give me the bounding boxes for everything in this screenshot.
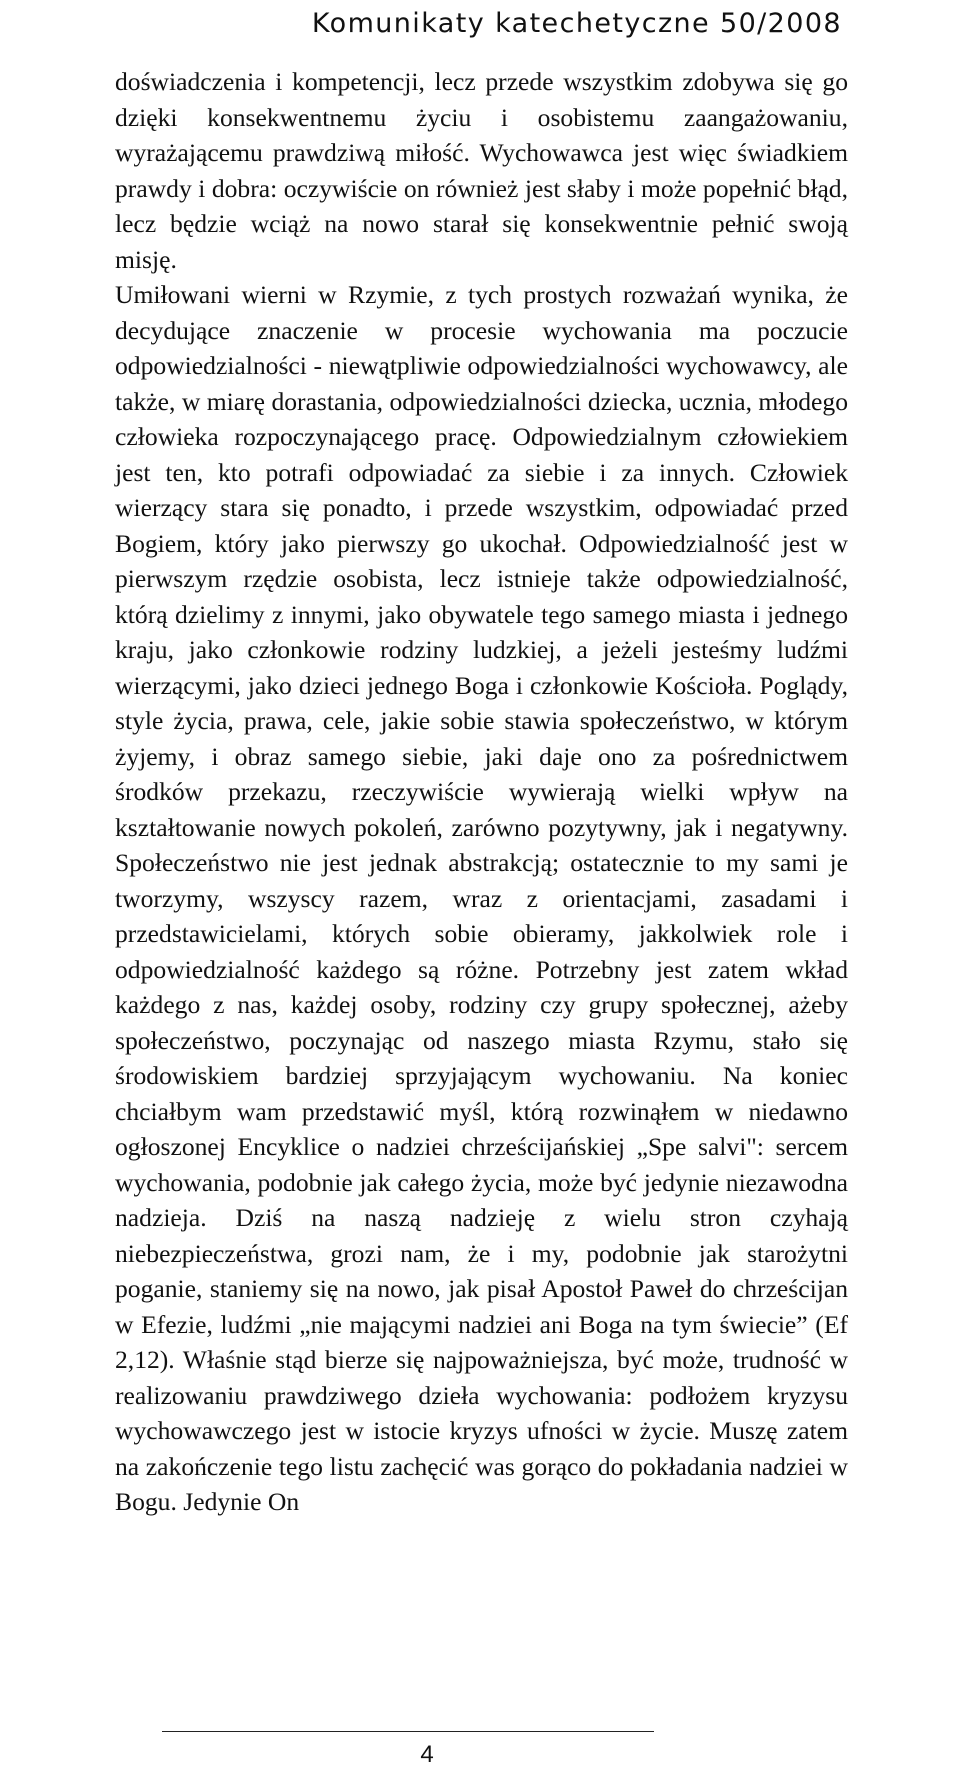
body-text [115, 64, 848, 1520]
footnote-rule [162, 1731, 654, 1732]
paragraph-continuation: doświadczenia i kompetencji, lecz przede wszystkim zdobywa się go dzięki konsekwentnemu życiu i osobistemu zaangażowaniu, wyrażającemu prawdziwą miłość. Wychowawca jest więc świadkiem prawdy i dobra: oczywiście on również jest słaby i może popełnić błąd, lecz będzie wciąż na nowo starał się konsekwentnie pełnić swoją misję. [115, 67, 848, 274]
running-header: Komunikaty katechetyczne 50/2008 [311, 8, 842, 39]
paragraph-main: Umiłowani wierni w Rzymie, z tych prostych rozważań wynika, że decydujące znaczenie w procesie wychowania ma poczucie odpowiedzialności - niewątpliwie odpowiedzialności wychowawcy, ale także, w miarę dorastania, odpowiedzialności dziecka, ucznia, młodego człowieka rozpoczynającego pracę. Odpowiedzialnym człowiekiem jest ten, kto potrafi odpowiadać za siebie i za innych. Człowiek wierzący stara się ponadto, i przede wszystkim, odpowiadać przed Bogiem, który jako pierwszy go ukochał. Odpowiedzialność jest w pierwszym rzędzie osobista, lecz istnieje także odpowiedzialność, którą dzielimy z innymi, jako obywatele tego samego miasta i jednego kraju, jako członkowie rodziny ludzkiej, a jeżeli jesteśmy ludźmi wierzącymi, jako dzieci jednego Boga i członkowie Kościoła. Poglądy, style życia, prawa, cele, jakie sobie stawia społeczeństwo, w którym żyjemy, i obraz samego siebie, jaki daje ono za pośrednictwem środków przekazu, rzeczywiście wywierają wielki wpływ na kształtowanie nowych pokoleń, zarówno pozytywny, jak i negatywny. Społeczeństwo nie jest jednak abstrakcją; ostatecznie to my sami je tworzymy, wszyscy razem, wraz z orientacjami, zasadami i przedstawicielami, których sobie obieramy, jakkolwiek role i odpowiedzialność każdego są różne. Potrzebny jest zatem wkład każdego z nas, każdej osoby, rodziny czy grupy społecznej, ażeby społeczeństwo, poczynając od naszego miasta Rzymu, stało się środowiskiem bardziej sprzyjającym wychowaniu. Na koniec chciałbym wam przedstawić myśl, którą rozwinąłem w niedawno ogłoszonej Encyklice o nadziei chrześcijańskiej „Spe salvi": sercem wychowania, podobnie jak całego życia, może być jedynie niezawodna nadzieja. Dziś na naszą nadzieję z wielu stron czyhają niebezpieczeństwa, grozi nam, że i my, podobnie jak starożytni poganie, staniemy się na nowo, jak pisał Apostoł Paweł do chrześcijan w Efezie, ludźmi „nie mającymi nadziei ani Boga na tym świecie” (Ef 2,12). Właśnie stąd bierze się najpoważniejsza, być może, trudność w realizowaniu prawdziwego dzieła wychowania: podłożem kryzysu wychowawczego jest w istocie kryzys ufności w życie. Muszę zatem na zakończenie tego listu zachęcić was gorąco do pokładania nadziei w Bogu. Jedynie On [115, 280, 848, 1516]
page-number: 4 [420, 1741, 434, 1768]
